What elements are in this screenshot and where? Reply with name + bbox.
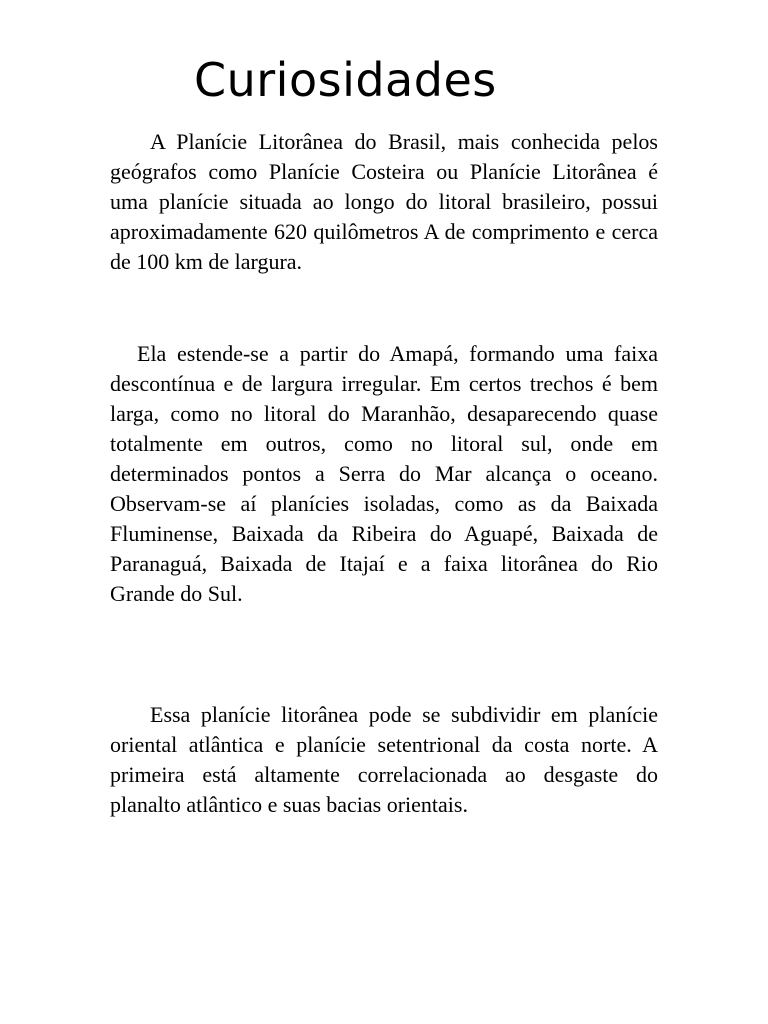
page-title: Curiosidades — [194, 53, 497, 107]
paragraph-3: Essa planície litorânea pode se subdividir em planície oriental atlântica e planície setentrional da costa norte. A primeira está altamente correlacionada ao desgaste do planalto atlântico e suas bacias orientais. — [110, 702, 658, 817]
paragraph-1: A Planície Litorânea do Brasil, mais conhecida pelos geógrafos como Planície Costeira ou Planície Litorânea é uma planície situada ao longo do litoral brasileiro, possui aproximadamente 620 quilômetros A de comprimento e cerca de 100 km de largura. — [110, 129, 658, 274]
paragraph-2: Ela estende-se a partir do Amapá, formando uma faixa descontínua e de largura irregular. Em certos trechos é bem larga, como no litoral do Maranhão, desaparecendo quase totalmente em outros, como no litoral sul, onde em determinados pontos a Serra do Mar alcança o oceano. Observam-se aí planícies isoladas, como as da Baixada Fluminense, Baixada da Ribeira do Aguapé, Baixada de Paranaguá, Baixada de Itajaí e a faixa litorânea do Rio Grande do Sul. — [110, 341, 658, 606]
